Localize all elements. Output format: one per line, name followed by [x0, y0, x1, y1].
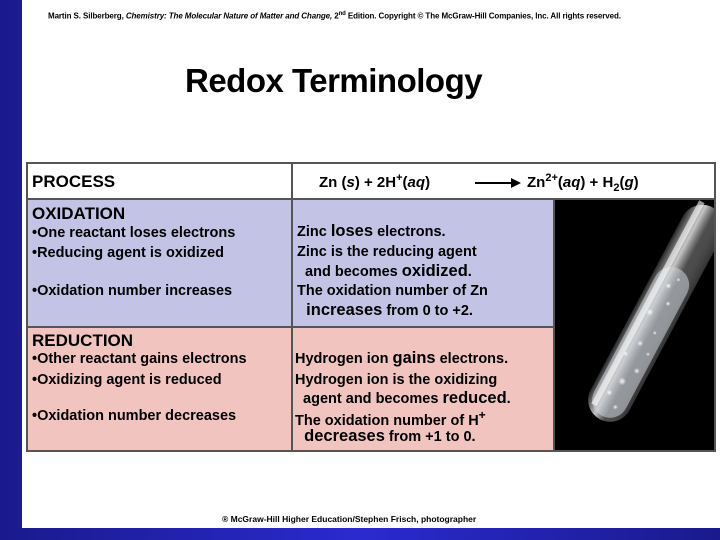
test-tube-photo [555, 200, 714, 450]
reduction-example-line-3: agent and becomes reduced. [295, 389, 511, 407]
copyright-authors: Martin S. Silberberg, [48, 11, 126, 21]
copyright-edition-sup: nd [338, 11, 346, 17]
reduction-point-1: •Other reactant gains electrons [32, 351, 247, 367]
reduction-example-line-5: decreases from +1 to 0. [295, 427, 476, 445]
reduction-point-3: •Oxidation number decreases [32, 408, 237, 424]
reduction-example-line-4: The oxidation number of H+ [295, 408, 486, 429]
copyright-edition: 2 [332, 11, 339, 21]
oxidation-example-line-3: and becomes oxidized. [297, 262, 472, 280]
reduction-example-line-2: Hydrogen ion is the oxidizing [295, 372, 498, 388]
oxidation-definition-cell [28, 200, 293, 328]
oxidation-example-cell [293, 200, 555, 328]
oxidation-example-line-5: increases from 0 to +2. [297, 301, 473, 319]
process-header-cell [28, 164, 293, 200]
slide-title: Redox Terminology [185, 62, 483, 99]
oxidation-heading: OXIDATION [32, 204, 126, 223]
oxidation-point-3: •Oxidation number increases [32, 283, 233, 299]
slide [22, 0, 720, 528]
process-header: PROCESS [32, 172, 116, 191]
oxidation-point-1: •One reactant loses electrons [32, 225, 236, 241]
reduction-point-2: •Oxidizing agent is reduced [32, 372, 222, 388]
copyright-line [48, 11, 718, 21]
reaction-products: $Zn^{2+}(aq) + H_2(g)$ [527, 172, 639, 194]
oxidation-point-2: •Reducing agent is oxidized [32, 245, 224, 261]
oxidation-example-line-2: Zinc is the reducing agent [297, 244, 477, 260]
oxidation-example-line-4: The oxidation number of Zn [297, 283, 488, 299]
reduction-definition-cell [28, 328, 293, 450]
photo-caption: ® McGraw-Hill Higher Education/Stephen Frisch, photographer [222, 514, 477, 524]
equation-cell [293, 164, 714, 200]
test-tube-image [555, 200, 714, 450]
reduction-example-line-1: Hydrogen ion gains electrons. [295, 349, 509, 367]
reduction-example-cell [293, 328, 555, 450]
reduction-heading: REDUCTION [32, 331, 134, 350]
copyright-book-title: Chemistry: The Molecular Nature of Matter and Change, [125, 11, 333, 21]
redox-table [26, 162, 716, 452]
reaction-equation: Zn (s) + 2H+(aq) [319, 172, 431, 191]
reaction-arrow-icon [475, 178, 521, 188]
oxidation-example-line-1: Zinc loses electrons. [297, 222, 446, 240]
copyright-rest: Edition. Copyright © The McGraw-Hill Companies, Inc. All rights reserved. [345, 11, 621, 21]
